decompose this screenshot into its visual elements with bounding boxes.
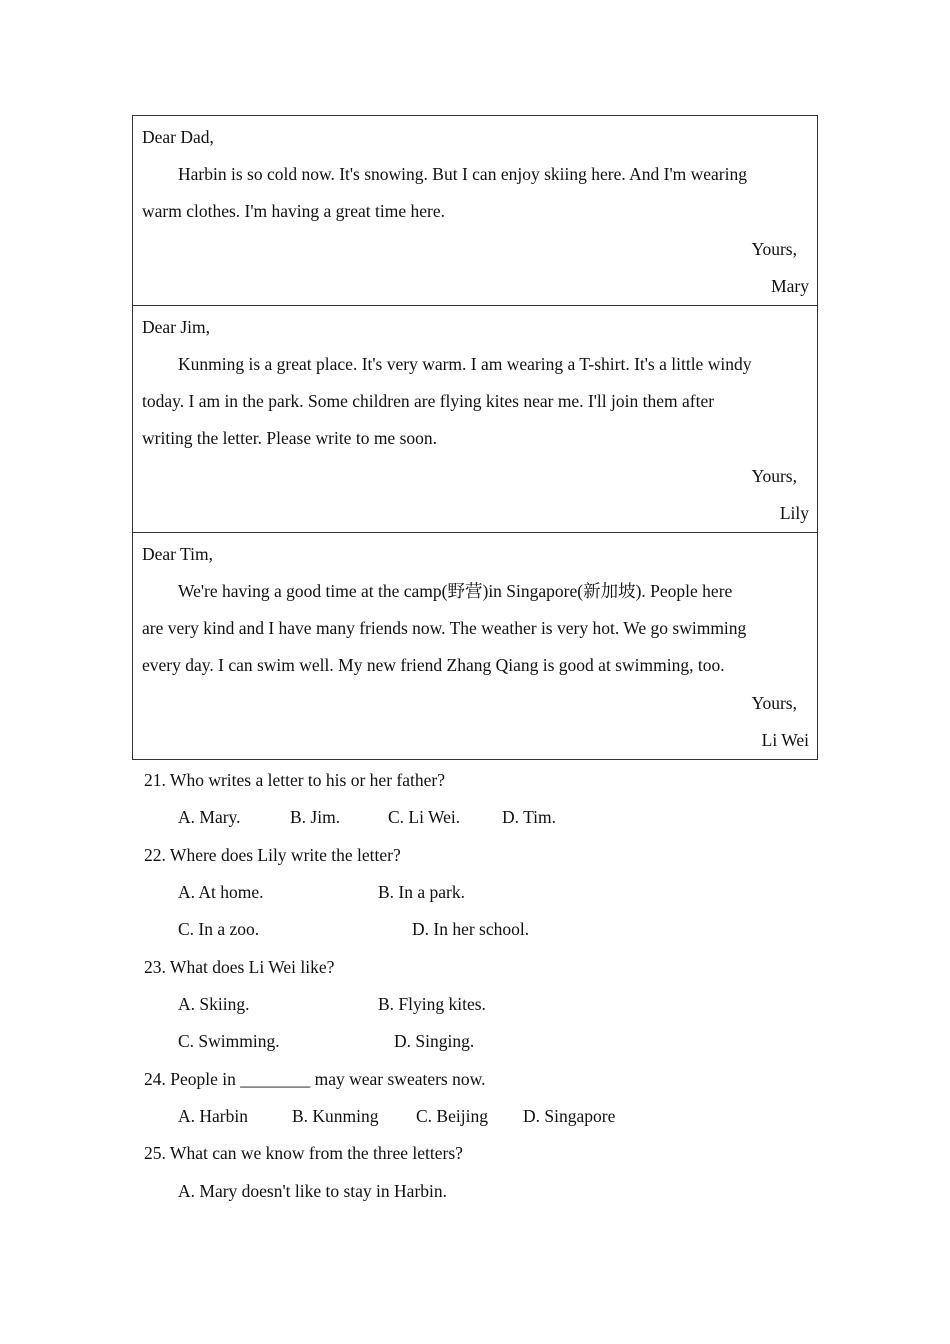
letter-body-line: every day. I can swim well. My new friend Zhang Qiang is good at swimming, too. bbox=[142, 655, 725, 675]
letter-body-line: We're having a good time at the camp(野营)in Singapore(新加坡). People here bbox=[178, 581, 733, 601]
letter-signature: Li Wei bbox=[761, 730, 809, 750]
question-25: 25. What can we know from the three letters? bbox=[144, 1143, 463, 1163]
question-24: 24. People in ________ may wear sweaters now. bbox=[144, 1069, 486, 1089]
letter-greeting: Dear Jim, bbox=[142, 317, 211, 337]
letter-signature: Lily bbox=[779, 503, 809, 523]
option-21-a: A. Mary. bbox=[178, 807, 241, 827]
option-22-b: B. In a park. bbox=[378, 882, 465, 902]
letter-body-line: Kunming is a great place. It's very warm. I am wearing a T-shirt. It's a little windy bbox=[178, 354, 752, 374]
letter-greeting: Dear Dad, bbox=[142, 127, 214, 147]
letters-table bbox=[132, 115, 818, 760]
letter-body-line: today. I am in the park. Some children are flying kites near me. I'll join them after bbox=[142, 391, 715, 411]
option-22-a: A. At home. bbox=[178, 882, 264, 902]
letter-closing: Yours, bbox=[751, 466, 797, 486]
option-23-c: C. Swimming. bbox=[178, 1031, 280, 1051]
option-23-a: A. Skiing. bbox=[178, 994, 250, 1014]
letter-signature: Mary bbox=[771, 276, 809, 296]
option-24-b: B. Kunming bbox=[292, 1106, 379, 1126]
letter-lily bbox=[133, 306, 817, 533]
option-22-c: C. In a zoo. bbox=[178, 919, 260, 939]
option-21-d: D. Tim. bbox=[502, 807, 556, 827]
question-23: 23. What does Li Wei like? bbox=[144, 957, 335, 977]
letter-body-line: are very kind and I have many friends now. The weather is very hot. We go swimming bbox=[142, 618, 747, 638]
letter-body-line: writing the letter. Please write to me soon. bbox=[142, 428, 438, 448]
option-23-b: B. Flying kites. bbox=[378, 994, 486, 1014]
option-24-c: C. Beijing bbox=[416, 1106, 488, 1126]
option-21-c: C. Li Wei. bbox=[388, 807, 461, 827]
question-21: 21. Who writes a letter to his or her father? bbox=[144, 770, 445, 790]
letter-li-wei bbox=[133, 533, 817, 759]
option-22-d: D. In her school. bbox=[412, 919, 530, 939]
option-24-d: D. Singapore bbox=[523, 1106, 616, 1126]
letter-body-line: Harbin is so cold now. It's snowing. But I can enjoy skiing here. And I'm wearing bbox=[178, 164, 747, 184]
option-23-d: D. Singing. bbox=[394, 1031, 475, 1051]
letter-greeting: Dear Tim, bbox=[142, 544, 213, 564]
letter-body-line: warm clothes. I'm having a great time here. bbox=[142, 201, 445, 221]
question-22: 22. Where does Lily write the letter? bbox=[144, 845, 401, 865]
option-24-a: A. Harbin bbox=[178, 1106, 248, 1126]
option-21-b: B. Jim. bbox=[290, 807, 341, 827]
letter-closing: Yours, bbox=[751, 239, 797, 259]
letter-mary bbox=[133, 116, 817, 306]
option-25-a: A. Mary doesn't like to stay in Harbin. bbox=[178, 1181, 448, 1201]
letter-closing: Yours, bbox=[751, 693, 797, 713]
